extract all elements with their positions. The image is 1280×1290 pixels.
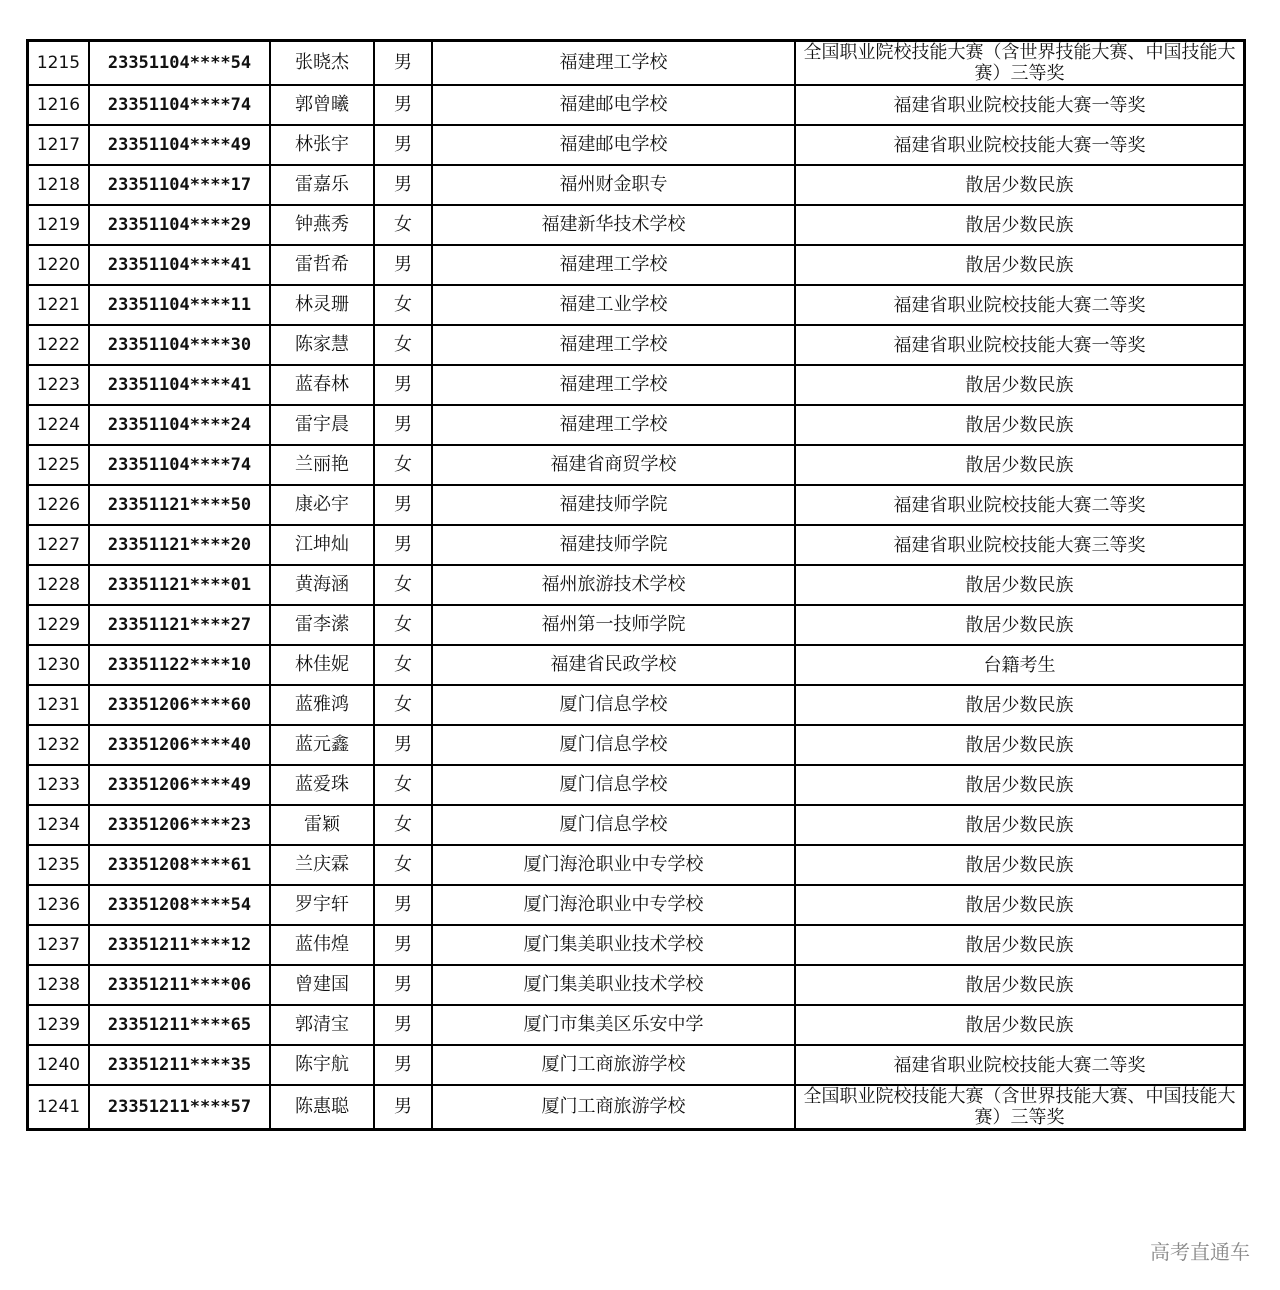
row-number-cell: 1224 [29,405,89,445]
qualification-cell: 散居少数民族 [795,805,1243,845]
school-cell: 福建理工学校 [432,405,795,445]
row-number-cell: 1236 [29,885,89,925]
qualification-cell: 散居少数民族 [795,685,1243,725]
qualification-cell: 全国职业院校技能大赛（含世界技能大赛、中国技能大赛）三等奖 [795,1085,1243,1128]
row-number-cell: 1222 [29,325,89,365]
table-row [29,365,1243,405]
gender-cell: 男 [374,405,432,445]
qualification-cell: 福建省职业院校技能大赛三等奖 [795,525,1243,565]
roster-table-body [29,42,1243,1128]
exam-id-cell: 23351211****12 [89,925,270,965]
qualification-cell: 散居少数民族 [795,845,1243,885]
gender-cell: 男 [374,925,432,965]
row-number-cell: 1240 [29,1045,89,1085]
roster-table-frame [26,39,1246,1131]
row-number-cell: 1232 [29,725,89,765]
qualification-cell: 散居少数民族 [795,205,1243,245]
row-number-cell: 1217 [29,125,89,165]
student-name-cell: 罗宇轩 [270,885,374,925]
row-number-cell: 1234 [29,805,89,845]
exam-id-cell: 23351208****61 [89,845,270,885]
school-cell: 福建邮电学校 [432,125,795,165]
qualification-cell: 福建省职业院校技能大赛二等奖 [795,1045,1243,1085]
qualification-cell: 福建省职业院校技能大赛一等奖 [795,125,1243,165]
student-name-cell: 兰丽艳 [270,445,374,485]
school-cell: 厦门集美职业技术学校 [432,965,795,1005]
gender-cell: 女 [374,845,432,885]
student-name-cell: 郭清宝 [270,1005,374,1045]
school-cell: 厦门信息学校 [432,805,795,845]
exam-id-cell: 23351121****50 [89,485,270,525]
row-number-cell: 1227 [29,525,89,565]
qualification-cell: 散居少数民族 [795,765,1243,805]
student-name-cell: 钟燕秀 [270,205,374,245]
gender-cell: 男 [374,965,432,1005]
gender-cell: 女 [374,685,432,725]
gender-cell: 男 [374,365,432,405]
qualification-cell: 散居少数民族 [795,405,1243,445]
qualification-cell: 福建省职业院校技能大赛二等奖 [795,485,1243,525]
row-number-cell: 1235 [29,845,89,885]
qualification-cell: 散居少数民族 [795,725,1243,765]
table-row [29,845,1243,885]
row-number-cell: 1225 [29,445,89,485]
student-name-cell: 陈惠聪 [270,1085,374,1128]
row-number-cell: 1241 [29,1085,89,1128]
student-name-cell: 蓝元鑫 [270,725,374,765]
student-name-cell: 陈家慧 [270,325,374,365]
school-cell: 福建技师学院 [432,485,795,525]
row-number-cell: 1229 [29,605,89,645]
student-name-cell: 兰庆霖 [270,845,374,885]
table-row [29,245,1243,285]
gender-cell: 男 [374,1005,432,1045]
school-cell: 厦门工商旅游学校 [432,1085,795,1128]
exam-id-cell: 23351206****40 [89,725,270,765]
school-cell: 福州财金职专 [432,165,795,205]
qualification-cell: 散居少数民族 [795,365,1243,405]
school-cell: 厦门信息学校 [432,685,795,725]
school-cell: 福建理工学校 [432,325,795,365]
row-number-cell: 1230 [29,645,89,685]
table-row [29,565,1243,605]
qualification-cell: 福建省职业院校技能大赛一等奖 [795,85,1243,125]
exam-id-cell: 23351104****74 [89,85,270,125]
qualification-cell: 散居少数民族 [795,245,1243,285]
student-name-cell: 林灵珊 [270,285,374,325]
student-name-cell: 雷哲希 [270,245,374,285]
exam-id-cell: 23351104****30 [89,325,270,365]
table-row [29,42,1243,85]
table-row [29,765,1243,805]
school-cell: 福建理工学校 [432,245,795,285]
roster-table [29,42,1243,1128]
school-cell: 福建理工学校 [432,365,795,405]
row-number-cell: 1233 [29,765,89,805]
exam-id-cell: 23351211****06 [89,965,270,1005]
gender-cell: 女 [374,645,432,685]
school-cell: 厦门海沧职业中专学校 [432,845,795,885]
gender-cell: 男 [374,885,432,925]
exam-id-cell: 23351104****74 [89,445,270,485]
table-row [29,445,1243,485]
school-cell: 厦门集美职业技术学校 [432,925,795,965]
exam-id-cell: 23351208****54 [89,885,270,925]
student-name-cell: 康必宇 [270,485,374,525]
exam-id-cell: 23351121****01 [89,565,270,605]
qualification-cell: 福建省职业院校技能大赛二等奖 [795,285,1243,325]
qualification-cell: 全国职业院校技能大赛（含世界技能大赛、中国技能大赛）三等奖 [795,42,1243,85]
table-row [29,685,1243,725]
school-cell: 福建工业学校 [432,285,795,325]
qualification-cell: 散居少数民族 [795,885,1243,925]
school-cell: 福建省商贸学校 [432,445,795,485]
gender-cell: 女 [374,765,432,805]
school-cell: 福州第一技师学院 [432,605,795,645]
qualification-cell: 散居少数民族 [795,165,1243,205]
gender-cell: 女 [374,445,432,485]
student-name-cell: 雷颖 [270,805,374,845]
exam-id-cell: 23351104****29 [89,205,270,245]
qualification-cell: 散居少数民族 [795,605,1243,645]
row-number-cell: 1238 [29,965,89,1005]
student-name-cell: 江坤灿 [270,525,374,565]
table-row [29,965,1243,1005]
row-number-cell: 1219 [29,205,89,245]
table-row [29,485,1243,525]
student-name-cell: 林张宇 [270,125,374,165]
gender-cell: 男 [374,165,432,205]
qualification-cell: 福建省职业院校技能大赛一等奖 [795,325,1243,365]
table-row [29,885,1243,925]
gender-cell: 男 [374,125,432,165]
gender-cell: 女 [374,605,432,645]
exam-id-cell: 23351211****35 [89,1045,270,1085]
exam-id-cell: 23351104****17 [89,165,270,205]
qualification-cell: 台籍考生 [795,645,1243,685]
student-name-cell: 蓝春林 [270,365,374,405]
exam-id-cell: 23351206****23 [89,805,270,845]
exam-id-cell: 23351206****60 [89,685,270,725]
school-cell: 厦门工商旅游学校 [432,1045,795,1085]
table-row [29,285,1243,325]
exam-id-cell: 23351121****27 [89,605,270,645]
school-cell: 福建理工学校 [432,42,795,85]
row-number-cell: 1226 [29,485,89,525]
table-row [29,925,1243,965]
exam-id-cell: 23351211****57 [89,1085,270,1128]
exam-id-cell: 23351104****41 [89,245,270,285]
school-cell: 厦门信息学校 [432,725,795,765]
gender-cell: 男 [374,42,432,85]
watermark-text: 高考直通车 [1150,1240,1250,1264]
exam-id-cell: 23351104****24 [89,405,270,445]
exam-id-cell: 23351206****49 [89,765,270,805]
school-cell: 福建技师学院 [432,525,795,565]
gender-cell: 女 [374,805,432,845]
gender-cell: 男 [374,525,432,565]
student-name-cell: 雷李潆 [270,605,374,645]
qualification-cell: 散居少数民族 [795,445,1243,485]
table-row [29,1005,1243,1045]
school-cell: 厦门市集美区乐安中学 [432,1005,795,1045]
student-name-cell: 张晓杰 [270,42,374,85]
gender-cell: 女 [374,325,432,365]
row-number-cell: 1218 [29,165,89,205]
table-row [29,125,1243,165]
student-name-cell: 蓝伟煌 [270,925,374,965]
student-name-cell: 郭曾曦 [270,85,374,125]
student-name-cell: 蓝爱珠 [270,765,374,805]
student-name-cell: 雷嘉乐 [270,165,374,205]
student-name-cell: 蓝雅鸿 [270,685,374,725]
exam-id-cell: 23351211****65 [89,1005,270,1045]
school-cell: 福建邮电学校 [432,85,795,125]
qualification-cell: 散居少数民族 [795,565,1243,605]
row-number-cell: 1215 [29,42,89,85]
table-row [29,525,1243,565]
row-number-cell: 1239 [29,1005,89,1045]
exam-id-cell: 23351104****49 [89,125,270,165]
gender-cell: 女 [374,565,432,605]
school-cell: 福建新华技术学校 [432,205,795,245]
row-number-cell: 1231 [29,685,89,725]
table-row [29,645,1243,685]
student-name-cell: 雷宇晨 [270,405,374,445]
exam-id-cell: 23351104****54 [89,42,270,85]
student-name-cell: 曾建国 [270,965,374,1005]
row-number-cell: 1237 [29,925,89,965]
table-row [29,325,1243,365]
exam-id-cell: 23351122****10 [89,645,270,685]
school-cell: 厦门海沧职业中专学校 [432,885,795,925]
gender-cell: 男 [374,85,432,125]
school-cell: 福州旅游技术学校 [432,565,795,605]
gender-cell: 男 [374,1045,432,1085]
row-number-cell: 1220 [29,245,89,285]
student-name-cell: 黄海涵 [270,565,374,605]
gender-cell: 男 [374,485,432,525]
exam-id-cell: 23351121****20 [89,525,270,565]
table-row [29,165,1243,205]
table-row [29,85,1243,125]
table-row [29,605,1243,645]
school-cell: 厦门信息学校 [432,765,795,805]
table-row [29,205,1243,245]
qualification-cell: 散居少数民族 [795,925,1243,965]
table-row [29,1045,1243,1085]
row-number-cell: 1228 [29,565,89,605]
gender-cell: 男 [374,725,432,765]
qualification-cell: 散居少数民族 [795,965,1243,1005]
gender-cell: 女 [374,285,432,325]
table-row [29,725,1243,765]
row-number-cell: 1223 [29,365,89,405]
gender-cell: 男 [374,1085,432,1128]
row-number-cell: 1216 [29,85,89,125]
qualification-cell: 散居少数民族 [795,1005,1243,1045]
student-name-cell: 林佳妮 [270,645,374,685]
gender-cell: 女 [374,205,432,245]
table-row [29,805,1243,845]
gender-cell: 男 [374,245,432,285]
exam-id-cell: 23351104****41 [89,365,270,405]
table-row [29,1085,1243,1128]
exam-id-cell: 23351104****11 [89,285,270,325]
school-cell: 福建省民政学校 [432,645,795,685]
table-row [29,405,1243,445]
student-name-cell: 陈宇航 [270,1045,374,1085]
row-number-cell: 1221 [29,285,89,325]
